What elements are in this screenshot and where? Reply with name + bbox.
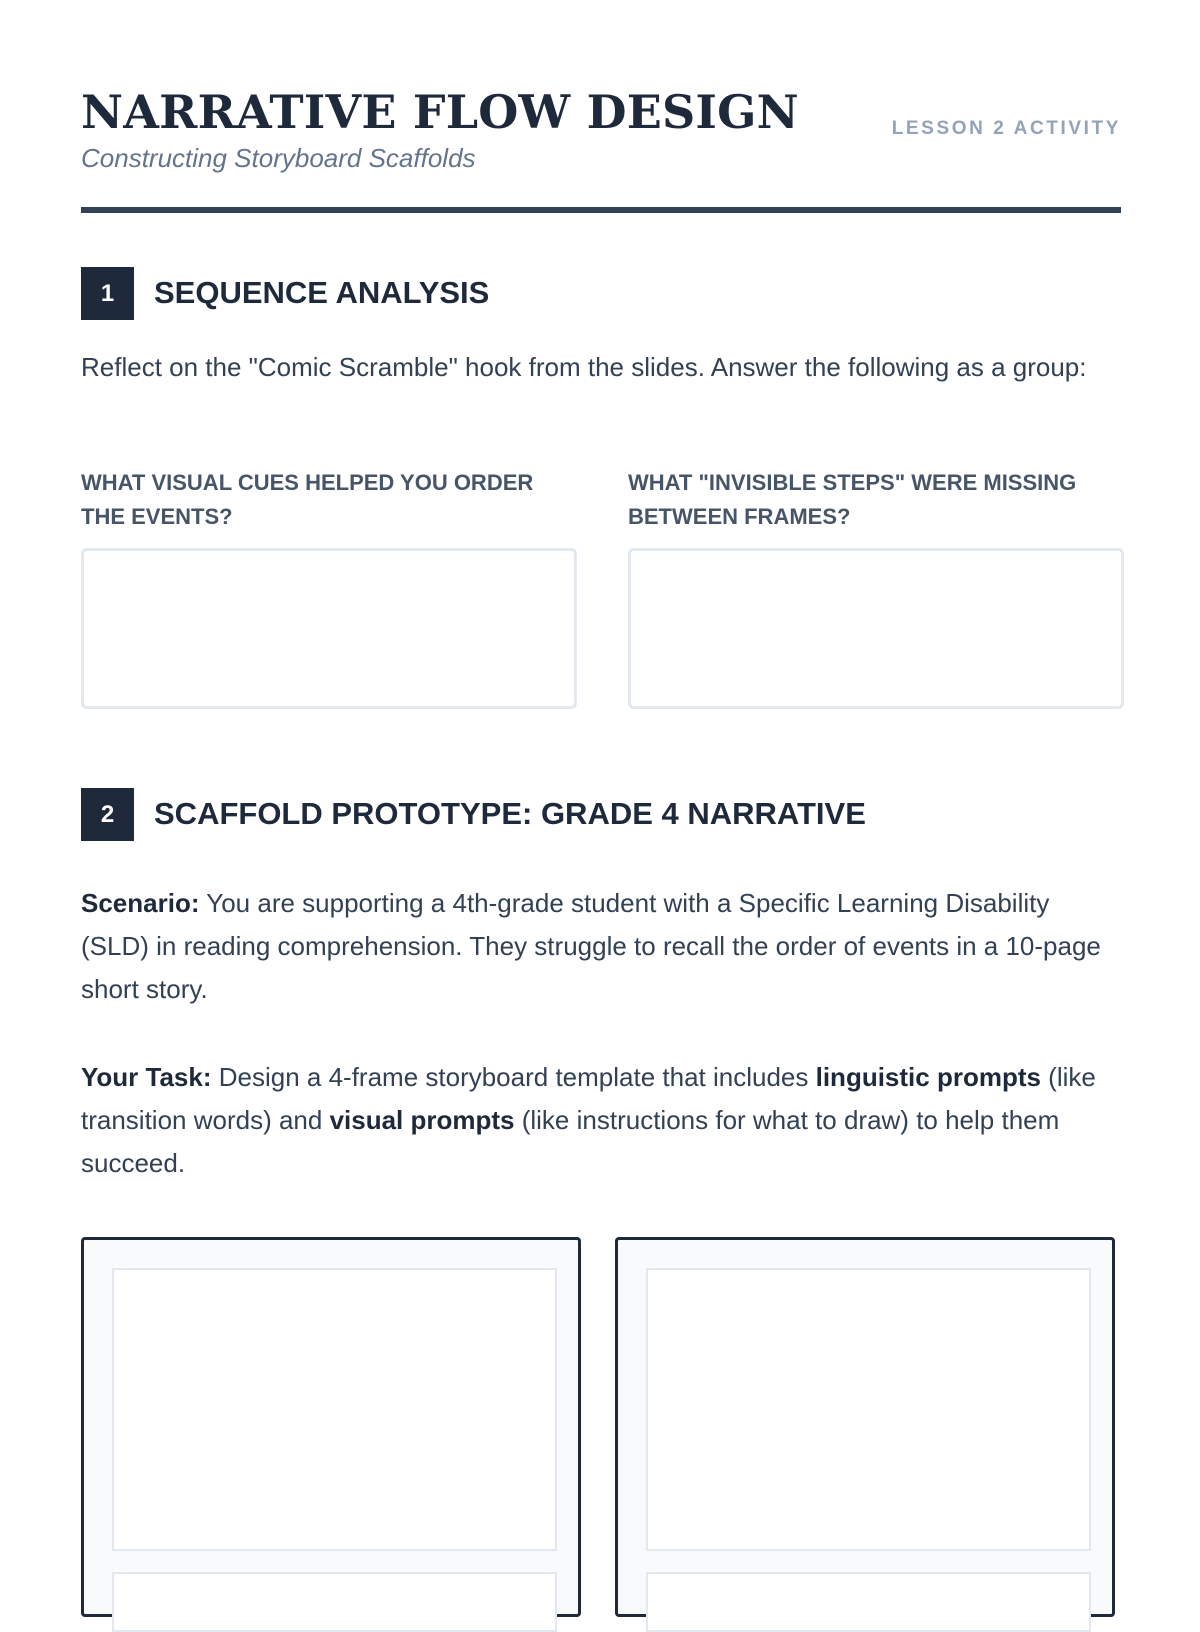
section-2-header — [81, 788, 1121, 842]
section-1-intro: Reflect on the "Comic Scramble" hook from the slides. Answer the following as a group: — [81, 352, 1087, 382]
page-header — [81, 84, 1121, 214]
worksheet-page — [81, 0, 1121, 1600]
page-subtitle: Constructing Storyboard Scaffolds — [81, 143, 476, 173]
header-divider — [81, 207, 1121, 213]
task-text-3: (like instructions for what to draw) to help them succeed. — [81, 1105, 1060, 1178]
task-paragraph — [81, 1056, 1121, 1185]
frame-2-drawing-area[interactable] — [646, 1268, 1091, 1551]
frame-1-caption-area[interactable] — [112, 1572, 557, 1632]
visual-prompts-emphasis: visual prompts — [329, 1105, 515, 1135]
scenario-label: Scenario: — [81, 888, 200, 918]
task-label: Your Task: — [81, 1062, 212, 1092]
answer-box-invisible-steps[interactable] — [628, 548, 1124, 709]
storyboard-frame-1 — [81, 1237, 581, 1617]
scenario-paragraph — [81, 882, 1121, 1011]
page-title: NARRATIVE FLOW DESIGN — [81, 85, 799, 139]
frame-1-drawing-area[interactable] — [112, 1268, 557, 1551]
frame-2-caption-area[interactable] — [646, 1572, 1091, 1632]
scenario-text: You are supporting a 4th-grade student with a Specific Learning Disability (SLD) in reading comprehension. They struggle to recall the order of events in a 10-page short story. — [81, 888, 1101, 1004]
section-1-number: 1 — [81, 267, 134, 320]
question-visual-cues — [81, 466, 575, 534]
task-text-2: (like transition words) and — [81, 1062, 1096, 1135]
section-1-header — [81, 267, 1121, 321]
linguistic-prompts-emphasis: linguistic prompts — [815, 1062, 1041, 1092]
section-1-title: SEQUENCE ANALYSIS — [154, 275, 490, 310]
question-invisible-steps — [628, 466, 1122, 534]
section-2-number: 2 — [81, 788, 134, 841]
section-2-title: SCAFFOLD PROTOTYPE: GRADE 4 NARRATIVE — [154, 796, 866, 831]
storyboard-frame-2 — [615, 1237, 1115, 1617]
question-label: WHAT "INVISIBLE STEPS" WERE MISSING BETWEEN FRAMES? — [628, 470, 1077, 529]
task-text-1: Design a 4-frame storyboard template that includes — [211, 1062, 816, 1092]
question-label: WHAT VISUAL CUES HELPED YOU ORDER THE EVENTS? — [81, 470, 534, 529]
lesson-tag: LESSON 2 ACTIVITY — [891, 118, 1121, 139]
answer-box-visual-cues[interactable] — [81, 548, 577, 709]
